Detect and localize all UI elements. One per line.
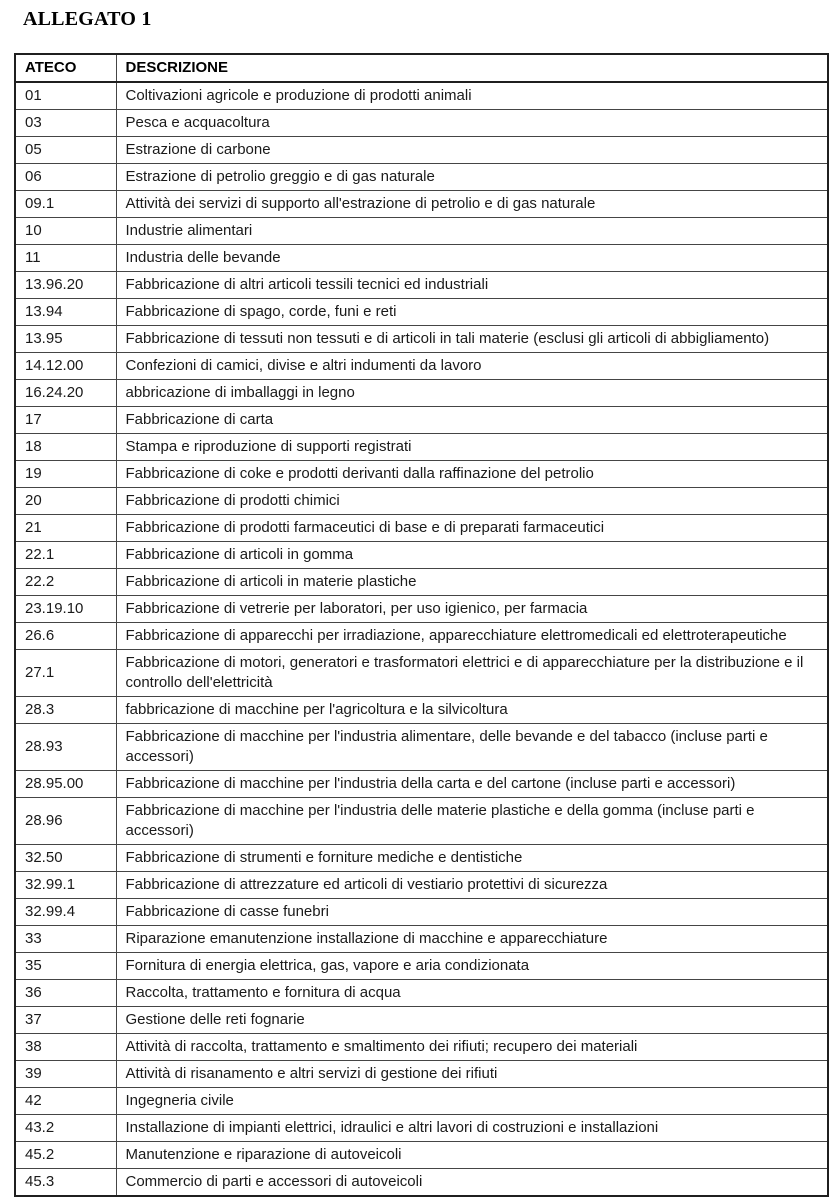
table-row: [15, 272, 828, 299]
ateco-code: 27.1: [15, 650, 116, 697]
ateco-description: Fornitura di energia elettrica, gas, vapore e aria condizionata: [116, 953, 828, 980]
table-row: [15, 1169, 828, 1197]
ateco-description: Fabbricazione di altri articoli tessili tecnici ed industriali: [116, 272, 828, 299]
ateco-table: [14, 53, 829, 1197]
table-row: [15, 1007, 828, 1034]
ateco-code: 13.95: [15, 326, 116, 353]
ateco-code: 32.99.1: [15, 872, 116, 899]
ateco-code: 10: [15, 218, 116, 245]
table-row: [15, 1142, 828, 1169]
ateco-description: Manutenzione e riparazione di autoveicoli: [116, 1142, 828, 1169]
table-row: [15, 137, 828, 164]
table-row: [15, 82, 828, 110]
table-row: [15, 1115, 828, 1142]
ateco-description: Estrazione di carbone: [116, 137, 828, 164]
page-title: ALLEGATO 1: [23, 8, 152, 30]
ateco-description: fabbricazione di macchine per l'agricoltura e la silvicoltura: [116, 697, 828, 724]
ateco-description: Fabbricazione di carta: [116, 407, 828, 434]
ateco-code: 22.1: [15, 542, 116, 569]
ateco-description: Estrazione di petrolio greggio e di gas naturale: [116, 164, 828, 191]
table-row: [15, 623, 828, 650]
table-row: [15, 299, 828, 326]
ateco-description: Fabbricazione di motori, generatori e trasformatori elettrici e di apparecchiature per la distribuzione e il controllo dell'elettricità: [116, 650, 828, 697]
ateco-description: Attività di raccolta, trattamento e smaltimento dei rifiuti; recupero dei materiali: [116, 1034, 828, 1061]
ateco-code: 28.3: [15, 697, 116, 724]
ateco-code: 23.19.10: [15, 596, 116, 623]
ateco-description: Fabbricazione di strumenti e forniture mediche e dentistiche: [116, 845, 828, 872]
ateco-code: 13.94: [15, 299, 116, 326]
ateco-description: Riparazione emanutenzione installazione di macchine e apparecchiature: [116, 926, 828, 953]
ateco-description: Raccolta, trattamento e fornitura di acqua: [116, 980, 828, 1007]
table-row: [15, 1088, 828, 1115]
ateco-code: 38: [15, 1034, 116, 1061]
ateco-description: Gestione delle reti fognarie: [116, 1007, 828, 1034]
table-row: [15, 845, 828, 872]
ateco-code: 16.24.20: [15, 380, 116, 407]
ateco-description: Fabbricazione di prodotti farmaceutici di base e di preparati farmaceutici: [116, 515, 828, 542]
table-row: [15, 245, 828, 272]
table-row: [15, 771, 828, 798]
ateco-code: 09.1: [15, 191, 116, 218]
ateco-description: Fabbricazione di spago, corde, funi e reti: [116, 299, 828, 326]
table-row: [15, 110, 828, 137]
table-row: [15, 461, 828, 488]
table-row: [15, 724, 828, 771]
ateco-code: 13.96.20: [15, 272, 116, 299]
table-row: [15, 218, 828, 245]
table-row: [15, 326, 828, 353]
ateco-code: 18: [15, 434, 116, 461]
ateco-description: Industrie alimentari: [116, 218, 828, 245]
ateco-code: 43.2: [15, 1115, 116, 1142]
ateco-description: Attività dei servizi di supporto all'estrazione di petrolio e di gas naturale: [116, 191, 828, 218]
table-row: [15, 926, 828, 953]
ateco-description: Stampa e riproduzione di supporti registrati: [116, 434, 828, 461]
table-row: [15, 798, 828, 845]
ateco-code: 37: [15, 1007, 116, 1034]
ateco-code: 28.96: [15, 798, 116, 845]
ateco-description: Fabbricazione di macchine per l'industria delle materie plastiche e della gomma (incluse parti e accessori): [116, 798, 828, 845]
ateco-code: 21: [15, 515, 116, 542]
table-body: [15, 82, 828, 1196]
ateco-description: Installazione di impianti elettrici, idraulici e altri lavori di costruzioni e installazioni: [116, 1115, 828, 1142]
ateco-code: 01: [15, 82, 116, 110]
ateco-description: Fabbricazione di coke e prodotti derivanti dalla raffinazione del petrolio: [116, 461, 828, 488]
table-row: [15, 899, 828, 926]
table-row: [15, 1034, 828, 1061]
table-row: [15, 980, 828, 1007]
ateco-code: 35: [15, 953, 116, 980]
ateco-code: 28.93: [15, 724, 116, 771]
table-row: [15, 872, 828, 899]
ateco-description: Confezioni di camici, divise e altri indumenti da lavoro: [116, 353, 828, 380]
column-header-ateco: ATECO: [15, 54, 116, 82]
ateco-description: Fabbricazione di macchine per l'industria alimentare, delle bevande e del tabacco (incluse parti e accessori): [116, 724, 828, 771]
ateco-description: Fabbricazione di vetrerie per laboratori, per uso igienico, per farmacia: [116, 596, 828, 623]
ateco-code: 14.12.00: [15, 353, 116, 380]
ateco-code: 17: [15, 407, 116, 434]
table-row: [15, 542, 828, 569]
ateco-description: Ingegneria civile: [116, 1088, 828, 1115]
ateco-description: Commercio di parti e accessori di autoveicoli: [116, 1169, 828, 1197]
ateco-code: 32.50: [15, 845, 116, 872]
table-row: [15, 434, 828, 461]
ateco-description: Attività di risanamento e altri servizi di gestione dei rifiuti: [116, 1061, 828, 1088]
table-header-row: [15, 54, 828, 82]
ateco-code: 26.6: [15, 623, 116, 650]
ateco-code: 36: [15, 980, 116, 1007]
ateco-code: 05: [15, 137, 116, 164]
ateco-code: 20: [15, 488, 116, 515]
ateco-description: Industria delle bevande: [116, 245, 828, 272]
table-row: [15, 569, 828, 596]
ateco-description: Fabbricazione di prodotti chimici: [116, 488, 828, 515]
table-row: [15, 515, 828, 542]
ateco-code: 06: [15, 164, 116, 191]
table-row: [15, 953, 828, 980]
table-row: [15, 191, 828, 218]
table-row: [15, 407, 828, 434]
table-row: [15, 596, 828, 623]
ateco-code: 42: [15, 1088, 116, 1115]
column-header-descrizione: DESCRIZIONE: [116, 54, 828, 82]
ateco-description: Fabbricazione di macchine per l'industria della carta e del cartone (incluse parti e accessori): [116, 771, 828, 798]
table-row: [15, 164, 828, 191]
ateco-code: 45.3: [15, 1169, 116, 1197]
ateco-code: 32.99.4: [15, 899, 116, 926]
ateco-code: 39: [15, 1061, 116, 1088]
ateco-description: Fabbricazione di apparecchi per irradiazione, apparecchiature elettromedicali ed elettroterapeutiche: [116, 623, 828, 650]
ateco-description: Pesca e acquacoltura: [116, 110, 828, 137]
table-row: [15, 380, 828, 407]
ateco-code: 19: [15, 461, 116, 488]
ateco-description: abbricazione di imballaggi in legno: [116, 380, 828, 407]
table-row: [15, 1061, 828, 1088]
ateco-description: Fabbricazione di tessuti non tessuti e di articoli in tali materie (esclusi gli articoli di abbigliamento): [116, 326, 828, 353]
table-row: [15, 697, 828, 724]
table-row: [15, 488, 828, 515]
ateco-description: Fabbricazione di articoli in gomma: [116, 542, 828, 569]
ateco-code: 03: [15, 110, 116, 137]
table-row: [15, 650, 828, 697]
ateco-description: Fabbricazione di attrezzature ed articoli di vestiario protettivi di sicurezza: [116, 872, 828, 899]
ateco-code: 28.95.00: [15, 771, 116, 798]
ateco-code: 22.2: [15, 569, 116, 596]
table-row: [15, 353, 828, 380]
ateco-code: 45.2: [15, 1142, 116, 1169]
ateco-code: 33: [15, 926, 116, 953]
ateco-description: Fabbricazione di articoli in materie plastiche: [116, 569, 828, 596]
ateco-description: Fabbricazione di casse funebri: [116, 899, 828, 926]
ateco-description: Coltivazioni agricole e produzione di prodotti animali: [116, 82, 828, 110]
ateco-code: 11: [15, 245, 116, 272]
